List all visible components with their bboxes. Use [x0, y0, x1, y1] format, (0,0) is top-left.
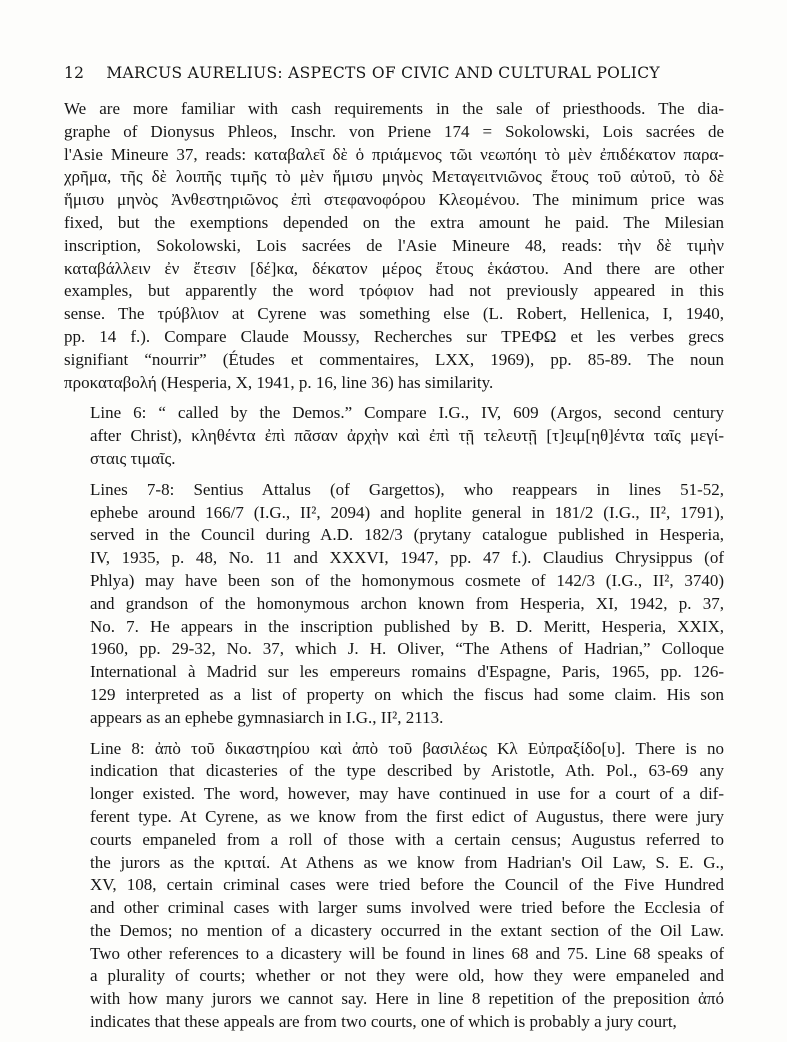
- paragraph: [64, 738, 724, 1034]
- text-line: International à Madrid sur les empereurs romains d'Espagne, Paris, 1965, pp. 126-: [90, 662, 724, 682]
- text-line: IV, 1935, p. 48, No. 11 and XXXVI, 1947, pp. 47 f.). Claudius Chrysippus (of: [90, 548, 724, 568]
- text-line: indicates that these appeals are from two courts, one of which is probably a jury court,: [90, 1012, 677, 1032]
- text-line: προκαταβολή (Hesperia, X, 1941, p. 16, line 36) has similarity.: [64, 372, 494, 392]
- text-line: sense. The τρύβλιον at Cyrene was something else (L. Robert, Hellenica, I, 1940,: [64, 304, 724, 324]
- text-line: indication that dicasteries of the type described by Aristotle, Ath. Pol., 63-69 any: [90, 761, 724, 781]
- text-line: Lines 7-8: Sentius Attalus (of Gargettos), who reappears in lines 51-52,: [90, 479, 724, 499]
- text-line: examples, but apparently the word τρόφιον had not previously appeared in this: [64, 281, 724, 301]
- text-line: No. 7. He appears in the inscription published by B. D. Meritt, Hesperia, XXIX,: [90, 616, 724, 636]
- text-line: Two other references to a dicastery will be found in lines 68 and 75. Line 68 speaks of: [90, 943, 724, 963]
- text-line: with how many jurors we cannot say. Here in line 8 repetition of the preposition ἀπό: [90, 989, 724, 1009]
- text-line: a plurality of courts; whether or not they were old, how they were empaneled and: [90, 966, 724, 986]
- text-line: and grandson of the homonymous archon known from Hesperia, XI, 1942, p. 37,: [90, 593, 724, 613]
- text-line: graphe of Dionysus Phleos, Inschr. von Priene 174 = Sokolowski, Lois sacrées de: [64, 121, 724, 141]
- text-line: ἥμισυ μηνὸς Ἀνθεστηριῶνος ἐπὶ στεφανοφόρου Κλεομένου. The minimum price was: [64, 190, 724, 210]
- text-line: signifiant “nourrir” (Études et commentaires, LXX, 1969), pp. 85-89. The noun: [64, 349, 724, 369]
- text-line: Line 6: “ called by the Demos.” Compare I.G., IV, 609 (Argos, second century: [90, 403, 724, 423]
- paragraph: [64, 479, 724, 730]
- text-line: χρῆμα, τῆς δὲ λοιπῆς τιμῆς τὸ μὲν ἥμισυ μηνὸς Μεταγειτνιῶνος ἔτους τοῦ αὐτοῦ, τὸ δὲ: [64, 167, 724, 187]
- paragraph: [64, 98, 724, 394]
- text-line: ferent type. At Cyrene, as we know from the first edict of Augustus, there were jury: [90, 806, 724, 826]
- text-line: We are more familiar with cash requirements in the sale of priesthoods. The dia-: [64, 99, 724, 118]
- text-line: καταβάλλειν ἐν ἔτεσιν [δέ]κα, δέκατον μέρος ἔτους ἑκάστου. And there are other: [64, 258, 724, 278]
- running-header: [64, 64, 724, 82]
- text-line: l'Asie Mineure 37, reads: καταβαλεῖ δὲ ὁ πριάμενος τῶι νεωπόηι τὸ μὲν ἐπιδέκατον παρα-: [64, 144, 724, 164]
- text-line: pp. 14 f.). Compare Claude Moussy, Recherches sur ΤΡΕΦΩ et les verbes grecs: [64, 326, 724, 346]
- page-number: 12: [64, 64, 85, 82]
- text-line: the jurors as the κριταί. At Athens as we know from Hadrian's Oil Law, S. E. G.,: [90, 852, 724, 872]
- text-line: 129 interpreted as a list of property on which the fiscus had some claim. His son: [90, 684, 724, 704]
- text-line: longer existed. The word, however, may have continued in use for a court of a dif-: [90, 784, 724, 804]
- text-line: courts empaneled from a roll of those with a certain census; Augustus referred to: [90, 829, 724, 849]
- text-line: ephebe around 166/7 (I.G., II², 2094) and hoplite general in 181/2 (I.G., II², 1791),: [90, 502, 724, 522]
- text-line: XV, 108, certain criminal cases were tried before the Council of the Five Hundred: [90, 875, 724, 895]
- text-line: σταις τιμαῖς.: [90, 448, 176, 468]
- text-line: after Christ), κληθέντα ἐπὶ πᾶσαν ἀρχὴν καὶ ἐπὶ τῇ τελευτῇ [τ]ειμ[ηθ]έντα ταῖς μεγί-: [90, 426, 724, 446]
- text-line: and other criminal cases with larger sums involved were tried before the Ecclesia of: [90, 898, 724, 918]
- text-line: Line 8: ἀπὸ τοῦ δικαστηρίου καὶ ἀπὸ τοῦ βασιλέως Κλ Εὐπραξίδο[υ]. There is no: [90, 738, 724, 758]
- body-text: [64, 98, 724, 1042]
- paragraph: [64, 402, 724, 470]
- text-line: appears as an ephebe gymnasiarch in I.G., II², 2113.: [90, 707, 444, 727]
- text-line: the Demos; no mention of a dicastery occurred in the extant section of the Oil Law.: [90, 920, 724, 940]
- running-title: MARCUS AURELIUS: ASPECTS OF CIVIC AND CULTURAL POLICY: [106, 64, 660, 82]
- text-line: 1960, pp. 29-32, No. 37, which J. H. Oliver, “The Athens of Hadrian,” Colloque: [90, 639, 724, 659]
- text-line: inscription, Sokolowski, Lois sacrées de l'Asie Mineure 48, reads: τὴν δὲ τιμὴν: [64, 235, 724, 255]
- text-line: fixed, but the exemptions depended on the extra amount he paid. The Milesian: [64, 212, 724, 232]
- text-line: Phlya) may have been son of the homonymous cosmete of 142/3 (I.G., II², 3740): [90, 570, 724, 590]
- text-line: served in the Council during A.D. 182/3 (prytany catalogue published in Hesperia,: [90, 525, 724, 545]
